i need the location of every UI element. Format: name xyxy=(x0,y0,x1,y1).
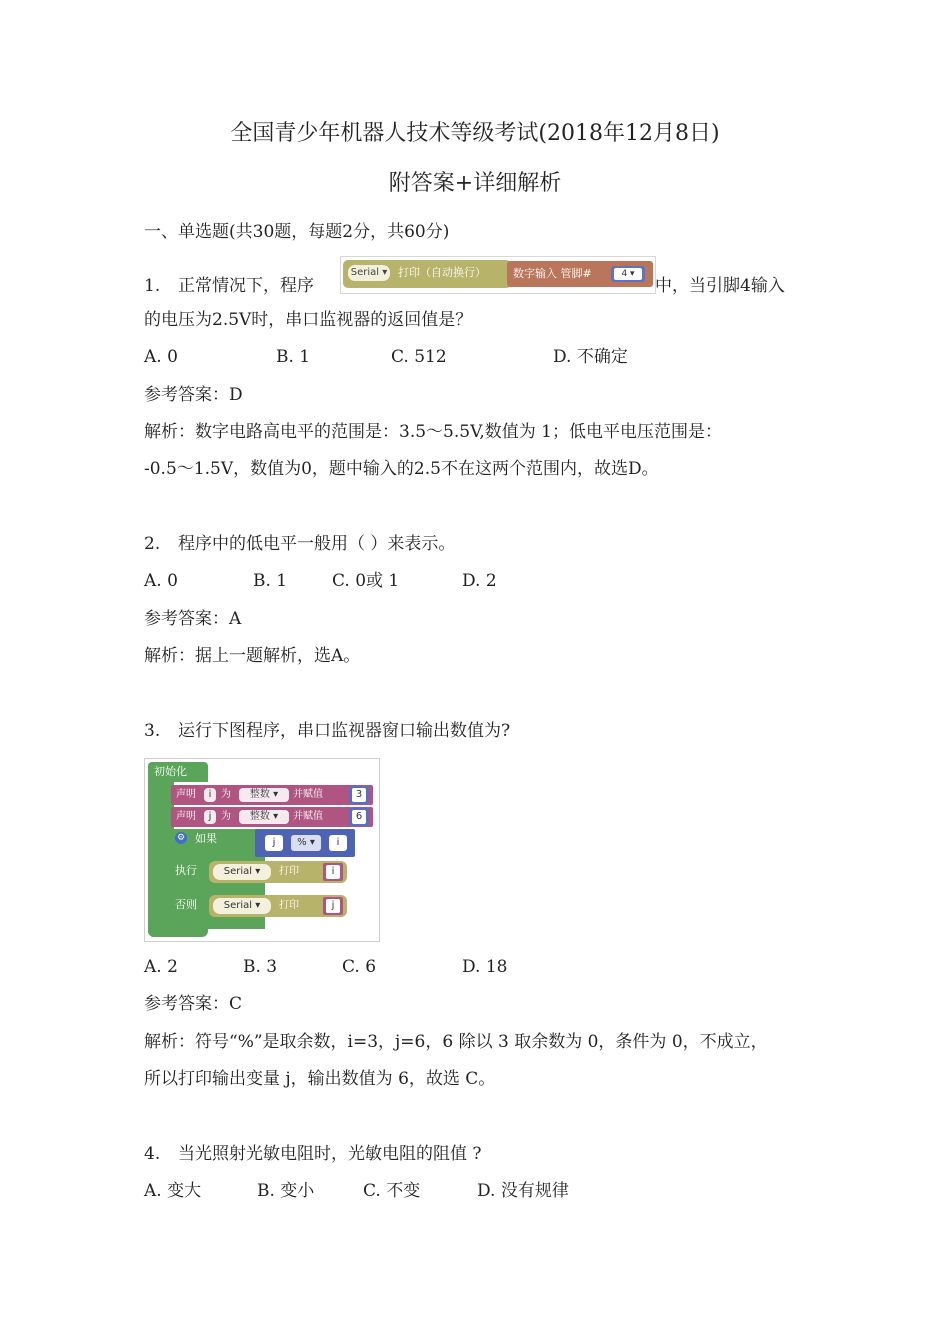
digital-input-label: 数字输入 管脚# xyxy=(513,267,592,280)
print-var-i-box xyxy=(323,863,343,881)
serial-dropdown: Serial ▾ xyxy=(213,864,271,880)
q3-option-c: C. 6 xyxy=(342,957,377,977)
q1-stem-part-3: 的电压为2.5V时，串口监视器的返回值是？ xyxy=(144,310,473,330)
q4-number: 4. xyxy=(144,1144,161,1164)
assign-label: 并赋值 xyxy=(293,811,323,822)
modulo-operator-dropdown: % ▾ xyxy=(291,835,321,851)
q2-option-a: A. 0 xyxy=(144,571,178,591)
declare-i-block xyxy=(171,785,373,805)
q1-analysis-line-2: -0.5～1.5V，数值为0，题中输入的2.5不在这两个范围内，故选D。 xyxy=(144,459,659,479)
q4-option-a: A. 变大 xyxy=(144,1181,202,1201)
do-label: 执行 xyxy=(175,864,197,877)
q3-option-d: D. 18 xyxy=(462,957,508,977)
gear-icon: ⚙ xyxy=(176,833,186,843)
print-var-j-box xyxy=(323,897,343,915)
q3-answer: 参考答案：C xyxy=(144,994,243,1014)
q1-stem-part-2: 中，当引脚4输入 xyxy=(655,276,785,296)
digital-input-block xyxy=(507,261,653,287)
q1-program-block xyxy=(340,256,656,294)
assign-label: 并赋值 xyxy=(293,789,323,800)
q3-option-a: A. 2 xyxy=(144,957,178,977)
q1-option-a: A. 0 xyxy=(144,347,178,367)
value-3-box xyxy=(349,786,369,804)
q2-stem: 程序中的低电平一般用（ ）来表示。 xyxy=(178,534,456,554)
q1-answer: 参考答案：D xyxy=(144,385,243,405)
print-label: 打印 xyxy=(279,900,299,911)
declare-label: 声明 xyxy=(176,811,196,822)
declare-label: 声明 xyxy=(176,789,196,800)
q3-number: 3. xyxy=(144,721,161,741)
print-i-block xyxy=(209,861,347,883)
page-title: 全国青少年机器人技术等级考试(2018年12月8日) xyxy=(230,121,720,146)
q3-analysis-line-1: 解析：符号“%”是取余数，i=3，j=6，6 除以 3 取余数为 0，条件为 0，不成立， xyxy=(144,1032,768,1052)
page-subtitle: 附答案+详细解析 xyxy=(388,171,562,196)
q4-option-d: D. 没有规律 xyxy=(477,1181,569,1201)
value-6: 6 xyxy=(352,810,366,824)
q1-option-d: D. 不确定 xyxy=(553,347,628,367)
q2-number: 2. xyxy=(144,534,161,554)
print-label: 打印 xyxy=(279,866,299,877)
section-heading: 一、单选题(共30题，每题2分，共60分) xyxy=(144,222,450,242)
as-label: 为 xyxy=(221,811,231,822)
as-label: 为 xyxy=(221,789,231,800)
q2-analysis: 解析：据上一题解析，选A。 xyxy=(144,646,361,666)
q1-number: 1. xyxy=(144,276,161,296)
q1-stem-part-1: 正常情况下，程序 xyxy=(178,276,314,296)
q4-stem: 当光照射光敏电阻时，光敏电阻的阻值 ? xyxy=(178,1144,482,1164)
if-label: 如果 xyxy=(195,832,217,845)
declare-j-block xyxy=(171,807,373,827)
modulo-condition-block xyxy=(255,829,355,857)
q1-option-c: C. 512 xyxy=(391,347,447,367)
q2-answer: 参考答案：A xyxy=(144,609,242,629)
var-j-pill: j xyxy=(204,810,216,824)
cond-var-j: j xyxy=(265,835,283,851)
pin-value-box xyxy=(611,266,645,282)
cond-var-i: i xyxy=(329,835,347,851)
q2-option-b: B. 1 xyxy=(253,571,288,591)
pin-value: 4 ▾ xyxy=(614,268,642,280)
q3-stem: 运行下图程序，串口监视器窗口输出数值为? xyxy=(178,721,511,741)
else-label: 否则 xyxy=(175,898,197,911)
q1-option-b: B. 1 xyxy=(276,347,311,367)
serial-dropdown: Serial ▾ xyxy=(213,898,271,914)
value-6-box xyxy=(349,808,369,826)
value-3: 3 xyxy=(352,788,366,802)
q4-option-b: B. 变小 xyxy=(257,1181,315,1201)
q3-option-b: B. 3 xyxy=(243,957,278,977)
q3-program-figure xyxy=(144,758,380,942)
var-i-pill: i xyxy=(204,788,216,802)
type-dropdown: 整数 ▾ xyxy=(239,810,289,824)
init-block-label: 初始化 xyxy=(148,762,208,782)
print-j-block xyxy=(209,895,347,917)
print-label: 打印（自动换行） xyxy=(398,266,486,279)
q2-option-d: D. 2 xyxy=(462,571,497,591)
serial-print-block xyxy=(343,260,511,288)
print-var-j: j xyxy=(326,899,340,913)
q2-option-c: C. 0或 1 xyxy=(332,571,400,591)
type-dropdown: 整数 ▾ xyxy=(239,788,289,802)
serial-dropdown: Serial ▾ xyxy=(348,265,390,281)
print-var-i: i xyxy=(326,865,340,879)
q1-analysis-line-1: 解析：数字电路高电平的范围是：3.5～5.5V,数值为 1；低电平电压范围是： xyxy=(144,422,722,442)
q4-option-c: C. 不变 xyxy=(363,1181,421,1201)
q3-analysis-line-2: 所以打印输出变量 j，输出数值为 6，故选 C。 xyxy=(144,1069,496,1089)
